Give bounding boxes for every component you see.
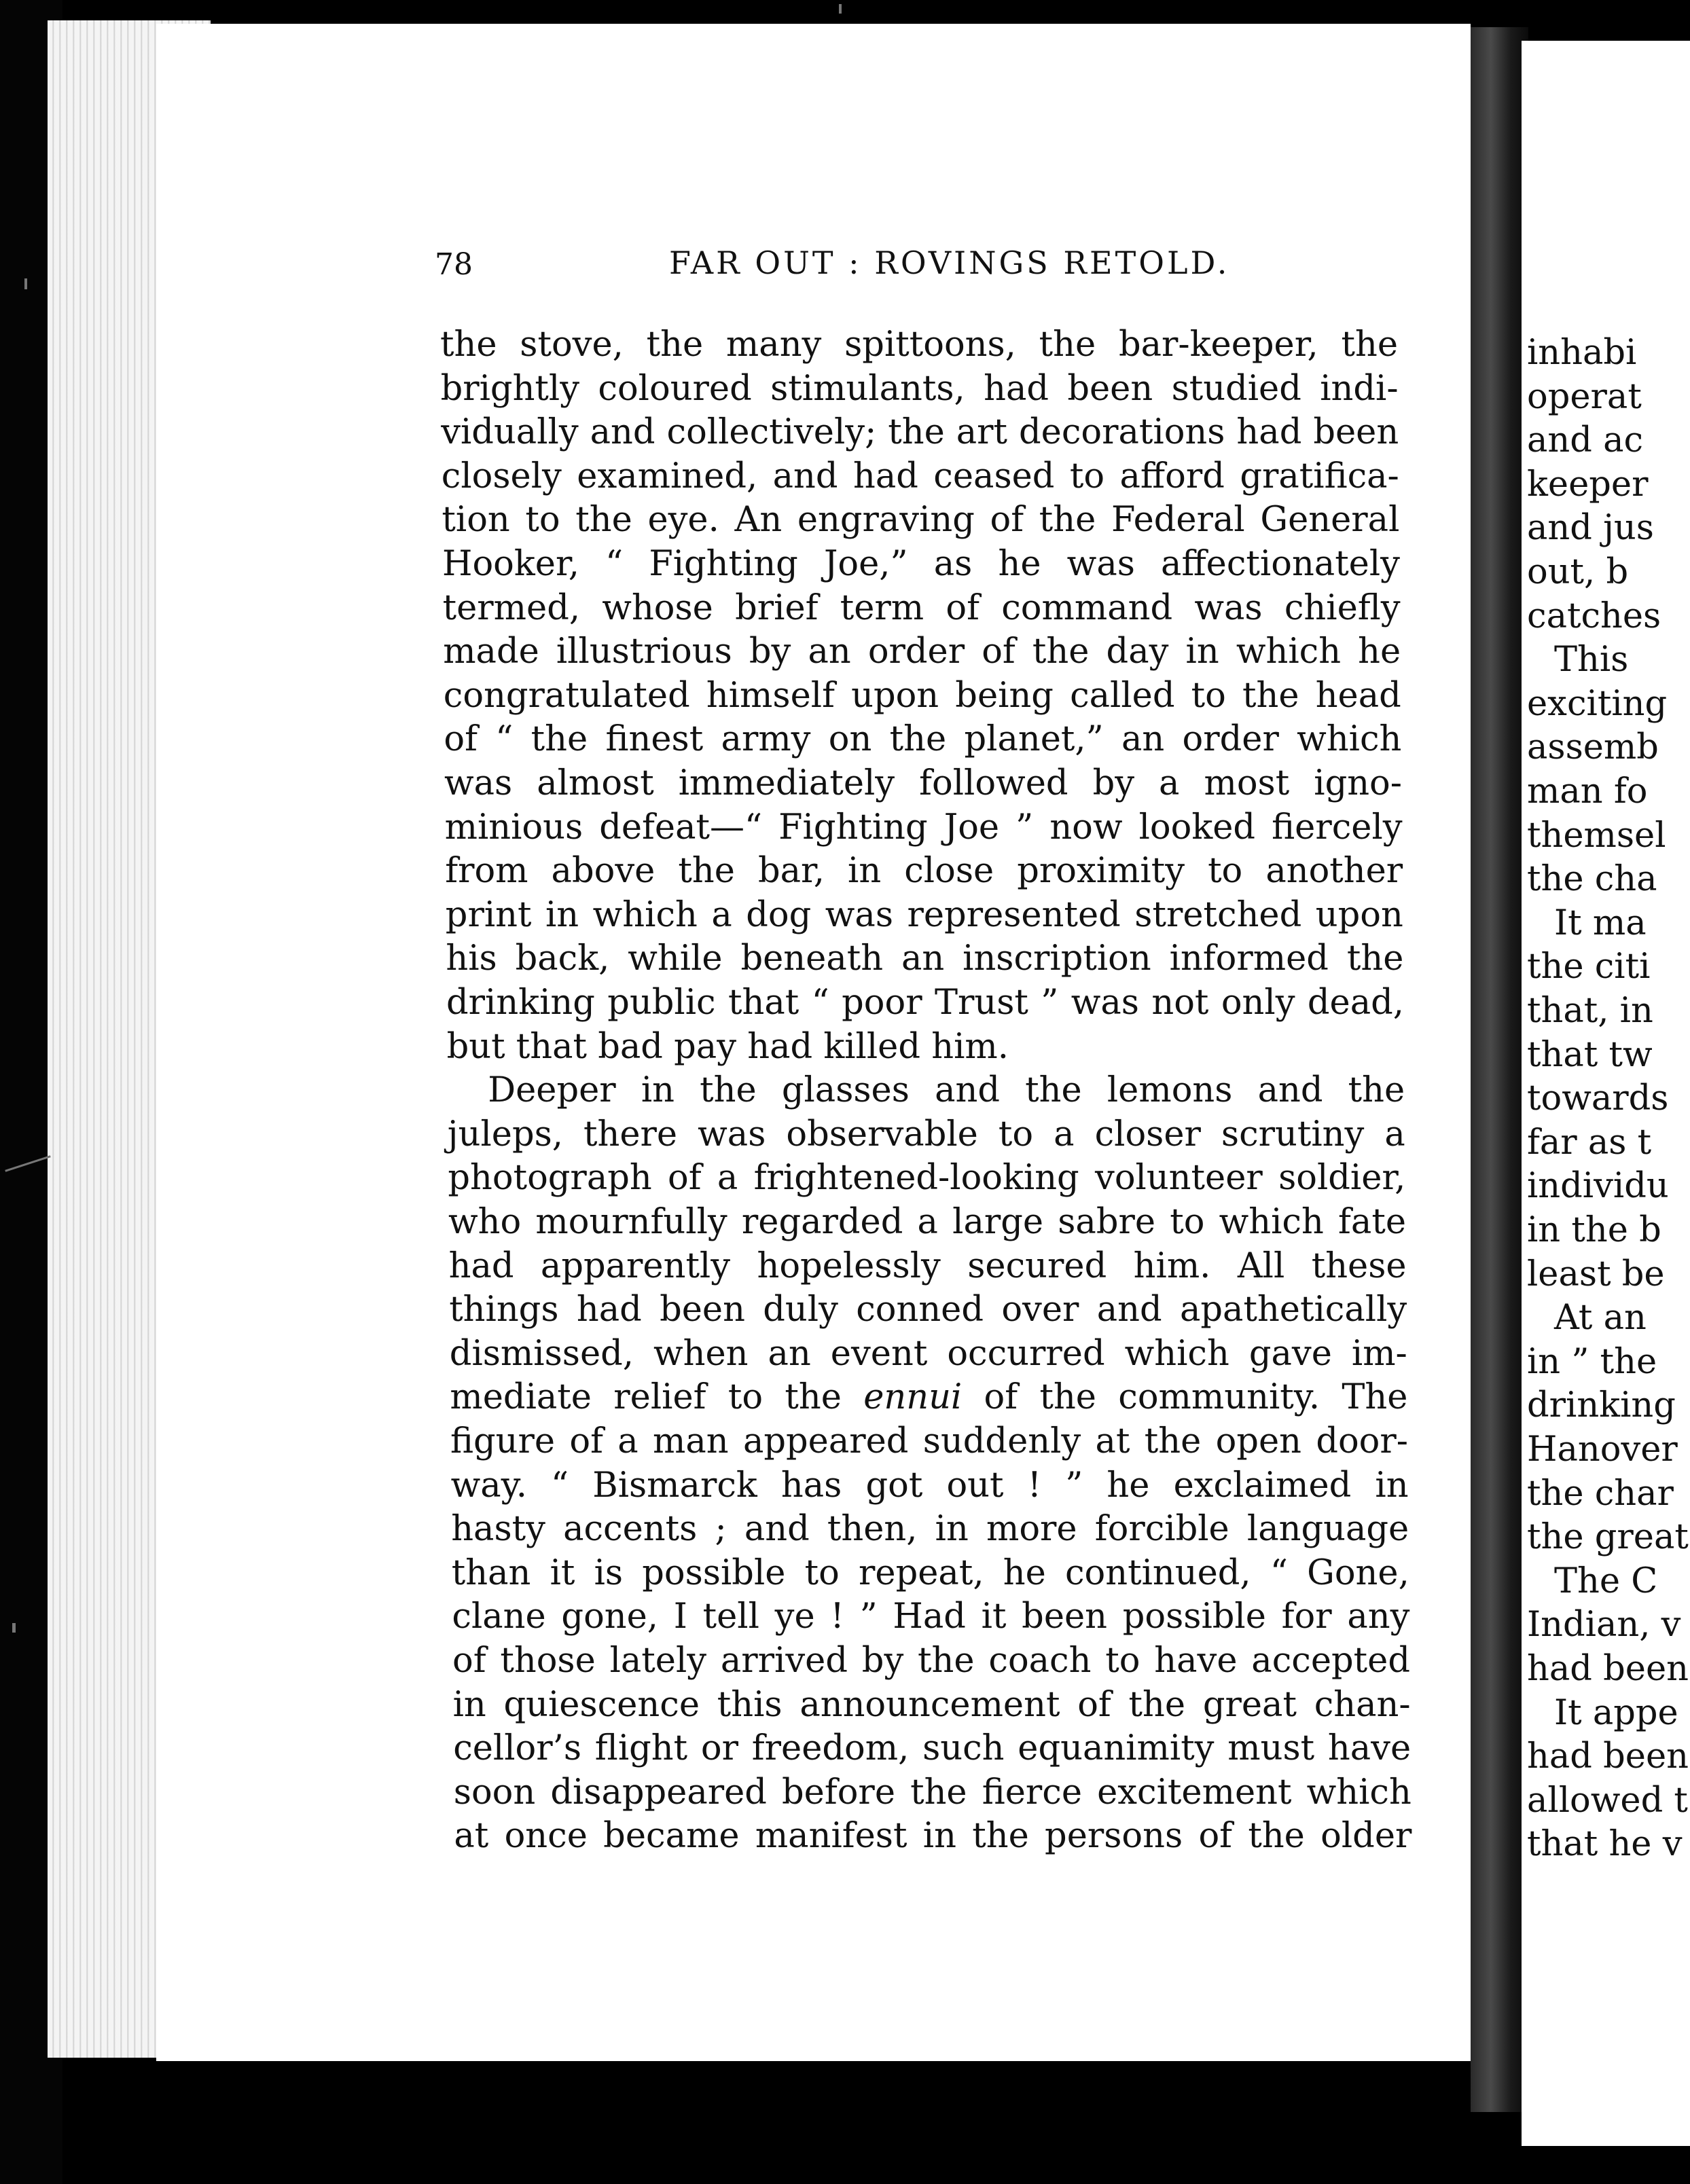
text-line: photograph of a frightened-looking volunteer soldier, xyxy=(448,1158,1406,1199)
right-text-line: out, b xyxy=(1527,552,1629,592)
right-text-line: assemb xyxy=(1527,727,1659,768)
text-line: his back, while beneath an inscription informed the xyxy=(446,939,1404,979)
text-line: things had been duly conned over and apathetically xyxy=(449,1290,1407,1330)
text-line: from above the bar, in close proximity to another xyxy=(445,851,1403,892)
right-text-line: had been xyxy=(1527,1649,1689,1689)
text-line: cellor’s flight or freedom, such equanimity must have xyxy=(453,1728,1412,1769)
right-text-line: that tw xyxy=(1527,1034,1653,1075)
right-text-line: keeper xyxy=(1527,464,1649,505)
right-text-line: exciting xyxy=(1527,683,1668,724)
text-line: clane gone, I tell ye ! ” Had it been possible for any xyxy=(452,1597,1410,1637)
right-text-line: man fo xyxy=(1527,771,1648,812)
right-text-line: Hanover xyxy=(1527,1430,1678,1470)
book-gutter xyxy=(1471,27,1528,2112)
right-text-line: It ma xyxy=(1554,903,1647,943)
text-line: at once became manifest in the persons of the older xyxy=(454,1816,1412,1857)
right-text-line: in the b xyxy=(1527,1210,1661,1250)
right-text-line: that, in xyxy=(1527,991,1653,1031)
right-text-line: in ” the xyxy=(1527,1341,1657,1382)
text-line: congratulated himself upon being called to the head xyxy=(443,675,1401,716)
text-line: dismissed, when an event occurred which gave im- xyxy=(449,1333,1407,1374)
text-line: of those lately arrived by the coach to have accepted xyxy=(452,1641,1410,1681)
text-line: had apparently hopelessly secured him. All these xyxy=(448,1245,1407,1286)
text-line: brightly coloured stimulants, had been studied indi- xyxy=(440,368,1399,409)
right-text-line: operat xyxy=(1527,376,1642,417)
running-head: FAR OUT : ROVINGS RETOLD. xyxy=(669,244,1230,281)
right-text-line: the great xyxy=(1527,1517,1689,1558)
right-page xyxy=(1522,41,1690,2146)
right-text-line: allowed t xyxy=(1527,1780,1688,1821)
text-line: print in which a dog was represented stretched upon xyxy=(445,894,1403,935)
right-text-line: that he v xyxy=(1527,1824,1683,1865)
text-line: the stove, the many spittoons, the bar-keeper, the xyxy=(440,325,1398,365)
right-text-line: far as t xyxy=(1527,1122,1652,1163)
text-line: closely examined, and had ceased to afford gratifica- xyxy=(441,456,1399,496)
right-text-line: catches xyxy=(1527,596,1661,636)
text-line: figure of a man appeared suddenly at the open door- xyxy=(450,1421,1408,1461)
text-line: vidually and collectively; the art decorations had been xyxy=(441,412,1399,453)
text-line: drinking public that “ poor Trust ” was not only dead, xyxy=(446,983,1404,1023)
text-line: who mournfully regarded a large sabre to which fate xyxy=(448,1202,1406,1242)
text-line: was almost immediately followed by a most igno- xyxy=(444,763,1402,803)
text-line: of “ the finest army on the planet,” an order which xyxy=(444,719,1402,760)
scan-speck xyxy=(839,4,842,14)
text-line: termed, whose brief term of command was chiefly xyxy=(442,587,1401,628)
text-line: Deeper in the glasses and the lemons and the xyxy=(488,1070,1405,1111)
right-text-line: the char xyxy=(1527,1473,1674,1514)
right-text-line: themsel xyxy=(1527,815,1666,856)
text-line: way. “ Bismarck has got out ! ” he exclaimed in xyxy=(450,1465,1409,1506)
text-line: mediate relief to the ennui of the community. The xyxy=(450,1377,1408,1418)
text-line: juleps, there was observable to a closer scrutiny a xyxy=(447,1114,1405,1154)
right-text-line: At an xyxy=(1554,1298,1647,1339)
page-number: 78 xyxy=(435,247,473,282)
right-text-line: had been xyxy=(1527,1736,1689,1777)
right-text-line: the citi xyxy=(1527,947,1651,987)
page-header xyxy=(278,238,1433,285)
right-text-line: least be xyxy=(1527,1254,1665,1294)
text-line: made illustrious by an order of the day in which he xyxy=(443,632,1401,672)
right-text-line: individu xyxy=(1527,1166,1669,1207)
text-line: minious defeat—“ Fighting Joe ” now looked fiercely xyxy=(444,807,1403,848)
text-line: but that bad pay had killed him. xyxy=(446,1026,1009,1067)
right-text-line: The C xyxy=(1554,1561,1658,1601)
right-text-line: towards xyxy=(1527,1078,1669,1119)
right-text-line: Indian, v xyxy=(1527,1605,1681,1645)
right-text-line: the cha xyxy=(1527,859,1657,900)
right-text-line: and jus xyxy=(1527,508,1654,549)
text-line: in quiescence this announcement of the great chan- xyxy=(452,1684,1411,1725)
right-text-line: It appe xyxy=(1554,1692,1678,1733)
right-text-line: inhabi xyxy=(1527,333,1637,373)
right-text-line: This xyxy=(1554,640,1629,680)
text-line: Hooker, “ Fighting Joe,” as he was affectionately xyxy=(442,544,1400,584)
right-text-line: drinking xyxy=(1527,1385,1676,1426)
right-text-line: and ac xyxy=(1527,420,1644,461)
text-line: than it is possible to repeat, he continued, “ Gone, xyxy=(451,1552,1409,1593)
text-line: hasty accents ; and then, in more forcible language xyxy=(451,1509,1409,1550)
scan-speck xyxy=(24,278,27,289)
text-line: tion to the eye. An engraving of the Federal General xyxy=(442,500,1400,541)
scan-speck xyxy=(12,1623,16,1633)
text-line: soon disappeared before the fierce excitement which xyxy=(453,1772,1412,1813)
